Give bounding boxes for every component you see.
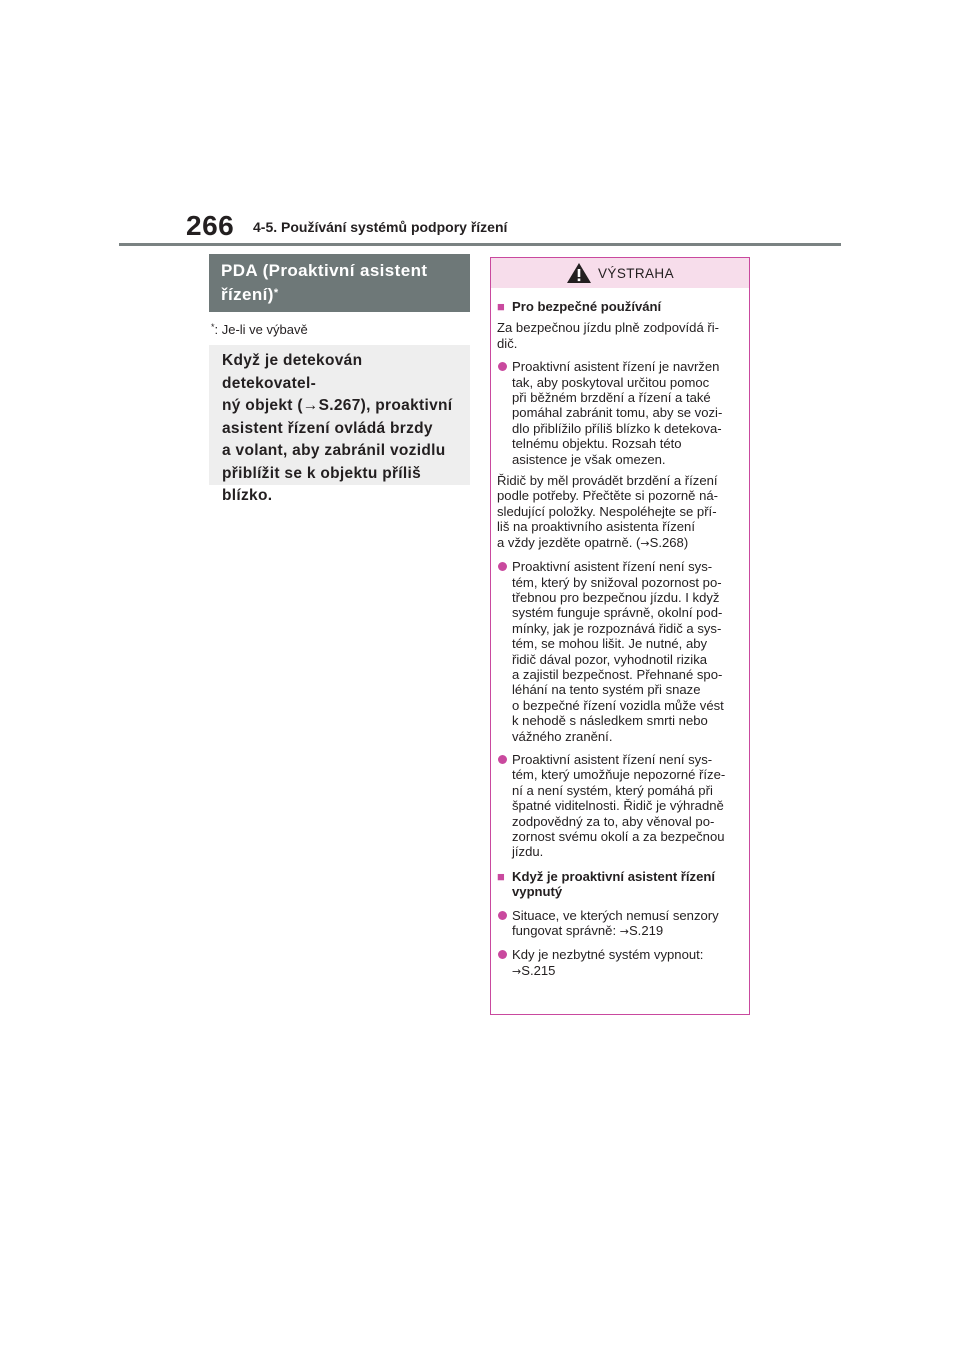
summary-box <box>209 345 470 504</box>
bullet-item <box>497 359 743 467</box>
text-line: při běžném brzdění a řízení a také <box>512 390 711 406</box>
square-bullet-icon: ■ <box>497 868 505 884</box>
subsection-heading-text <box>512 869 715 900</box>
section-title: 4-5. Používání systémů podpory řízení <box>253 219 508 235</box>
pda-title-line <box>221 283 460 307</box>
text-line: podle potřeby. Přečtěte si pozorně ná- <box>497 488 719 504</box>
text-line: léhání na tento systém při snaze <box>512 682 701 698</box>
header-divider <box>119 243 841 246</box>
warning-box <box>490 257 750 1015</box>
footnote <box>211 322 308 337</box>
text-line: špatné viditelnosti. Řidič je výhradně <box>512 798 724 814</box>
bullet-text <box>512 752 743 860</box>
text-line: tém, který umožňuje nepozorné říze- <box>512 767 726 783</box>
warning-body <box>491 288 749 979</box>
square-bullet-icon: ■ <box>497 299 505 314</box>
text-line <box>512 923 743 939</box>
bullet-dot-icon <box>498 911 507 920</box>
text-line: a zajistil bezpečnost. Přehnané spo- <box>512 666 723 682</box>
page-reference: S.268) <box>649 534 689 550</box>
page-reference: S.215 <box>521 962 556 978</box>
bullet-text <box>512 908 743 940</box>
text-line: jízdu. <box>512 844 544 860</box>
page-reference: S.219 <box>628 923 664 939</box>
text-line: Proaktivní asistent řízení je navržen <box>512 359 720 375</box>
text-line <box>512 963 743 979</box>
text-line: ní a není systém, který pomáhá při <box>512 782 713 798</box>
bullet-item <box>497 559 743 744</box>
text-line: sledující položky. Nespoléhejte se pří- <box>497 503 717 519</box>
text-line: liš na proaktivního asistenta řízení <box>497 519 695 535</box>
text-line: pomáhal zabránit tomu, aby se vozi- <box>512 405 723 421</box>
subsection-heading <box>497 869 743 900</box>
warning-title: VÝSTRAHA <box>598 265 674 281</box>
bullet-dot-icon <box>498 562 507 571</box>
summary-line: asistent řízení ovládá brzdy <box>222 419 433 437</box>
bullet-dot-icon <box>498 755 507 764</box>
text-line: systém funguje správně, okolní pod- <box>512 605 723 621</box>
text-line: zornost svému okolí a za bezpečnou <box>512 829 725 844</box>
summary-line: ný objekt (→S.267), proaktivní <box>222 397 453 414</box>
text-line: Kdy je nezbytné systém vypnout: <box>512 947 704 963</box>
text-line: mínky, jak je rozpoznává řidič a sys- <box>512 620 722 636</box>
bullet-item <box>497 947 743 979</box>
subsection-heading <box>497 299 743 314</box>
bullet-text <box>512 359 743 467</box>
warning-triangle-icon <box>566 262 592 284</box>
arrow-right-icon: → <box>512 964 522 978</box>
arrow-right-icon: → <box>640 536 650 550</box>
arrow-right-icon: → <box>619 925 629 939</box>
text-line: tém, který by snižoval pozornost po- <box>512 574 722 590</box>
bullet-text <box>512 559 743 744</box>
text-line: vypnutý <box>512 884 563 900</box>
warning-header <box>491 258 749 288</box>
summary-line: blízko. <box>222 487 273 504</box>
warning-paragraph <box>497 473 743 551</box>
text-line: Řidič by měl provádět brzdění a řízení <box>497 473 718 489</box>
text-line: řidič dával pozor, vyhodnotil rizika <box>512 651 708 667</box>
footnote-text: : Je-li ve výbavě <box>214 322 308 337</box>
summary-line: přiblížit se k objektu příliš <box>222 464 422 482</box>
pda-section-title <box>209 254 470 312</box>
footnote-marker: * <box>211 322 215 332</box>
summary-line: a volant, aby zabránil vozidlu <box>222 442 446 459</box>
text-line: Za bezpečnou jízdu plně zodpovídá ři- <box>497 320 720 336</box>
text-line: tém, se mohou lišit. Je nutné, aby <box>512 636 708 652</box>
pda-title-line: PDA (Proaktivní asistent <box>221 261 428 280</box>
warning-paragraph <box>497 320 743 351</box>
text-fragment: a vždy jezděte opatrně. ( <box>497 534 641 550</box>
bullet-text <box>512 947 743 979</box>
summary-line: Když je detekován detekovatel- <box>222 352 363 392</box>
bullet-dot-icon <box>498 362 507 371</box>
subsection-heading-text: Pro bezpečné používání <box>512 299 662 314</box>
text-line: zodpovědný za to, aby věnoval po- <box>512 813 715 829</box>
text-line: dič. <box>497 335 518 351</box>
text-line: tak, aby poskytoval určitou pomoc <box>512 374 710 390</box>
text-line: Situace, ve kterých nemusí senzory <box>512 907 719 923</box>
footnote-marker: * <box>273 287 279 299</box>
bullet-dot-icon <box>498 950 507 959</box>
text-line <box>497 535 743 551</box>
bullet-item <box>497 752 743 860</box>
text-line: Když je proaktivní asistent řízení <box>512 868 716 884</box>
pda-title-text: řízení) <box>221 285 274 304</box>
text-line: Proaktivní asistent řízení není sys- <box>512 559 713 575</box>
text-line: dlo přiblížilo příliš blízko k detekova- <box>512 420 722 436</box>
text-line: o bezpečné řízení vozidla může vést <box>512 697 724 713</box>
text-line: k nehodě s následkem smrti nebo <box>512 713 708 729</box>
text-line: telnému objektu. Rozsah této <box>512 436 682 452</box>
bullet-item <box>497 908 743 940</box>
text-line: třebnou pro bezpečnou jízdu. I když <box>512 589 720 605</box>
text-line: Proaktivní asistent řízení není sys- <box>512 751 713 767</box>
text-fragment: fungovat správně: <box>512 923 620 939</box>
text-line: vážného zranění. <box>512 728 613 744</box>
text-line: asistence je však omezen. <box>512 451 666 467</box>
page-number: 266 <box>186 210 235 241</box>
